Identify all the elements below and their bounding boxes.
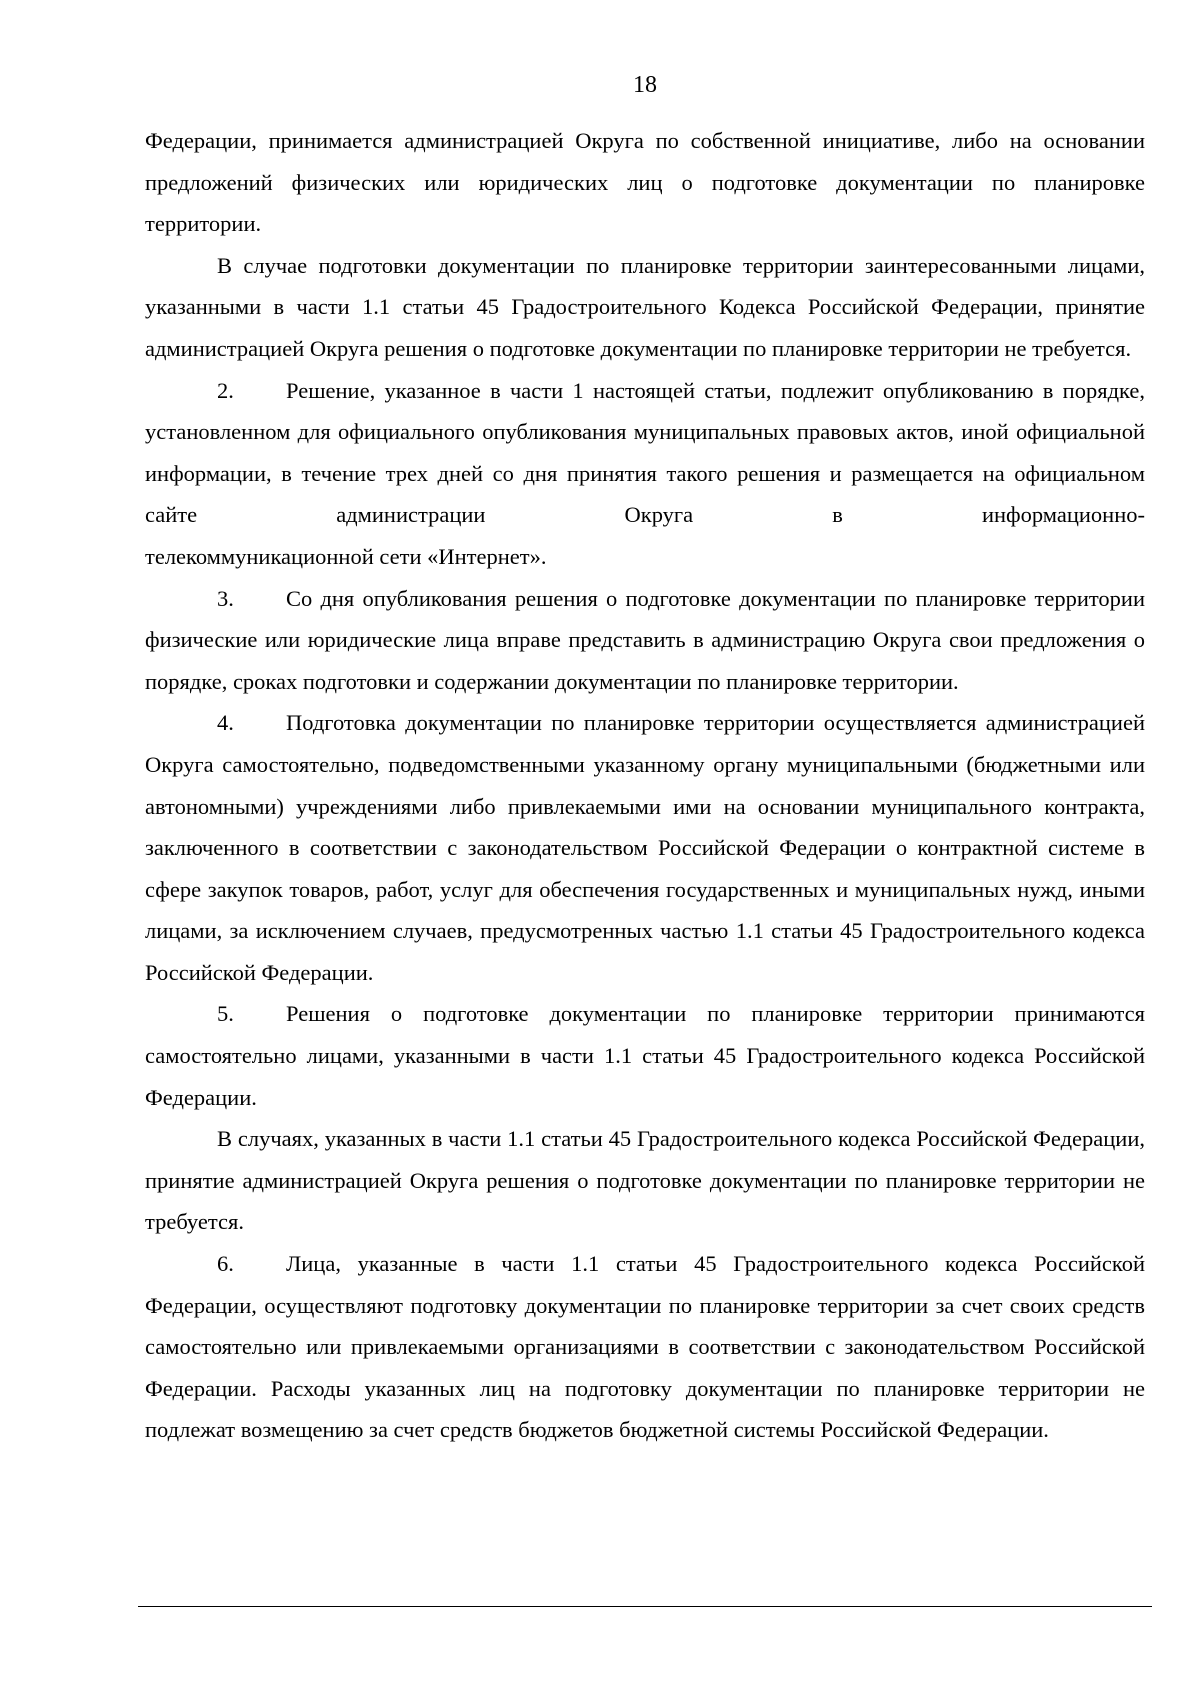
paragraph-text-tail: телекоммуникационной сети «Интернет».: [145, 543, 547, 569]
paragraph-number: 4.: [217, 710, 234, 736]
paragraph-tail: [145, 536, 1145, 578]
numbered-paragraph-3: [145, 578, 1145, 703]
numbered-paragraph-2: [145, 370, 1145, 536]
paragraph-number: 3.: [217, 585, 234, 611]
paragraph-number: 2.: [217, 377, 234, 403]
paragraph-text: Решения о подготовке документации по планировке территории принимаются самостоятельно лицами, указанными в части 1.1 статьи 45 Градостроительного кодекса Российской Федерации.: [145, 1001, 1145, 1110]
footer-rule: [138, 1606, 1152, 1607]
paragraph-text: В случае подготовки документации по планировке территории заинтересованными лицами, указанными в части 1.1 статьи 45 Градостроительного Кодекса Российской Федерации, принятие администрацией Округа решения о подготовке документации по планировке территории не требуется.: [145, 252, 1145, 361]
paragraph-text: Решение, указанное в части 1 настоящей статьи, подлежит опубликованию в порядке, установленном для официального опубликования муниципальных правовых актов, иной официальной информации, в течение трех дней со дня принятия такого решения и размещается на официальном сайте администрации Округа в информационно-: [145, 377, 1145, 528]
paragraph-text: Лица, указанные в части 1.1 статьи 45 Градостроительного кодекса Российской Федерации, осуществляют подготовку документации по планировке территории за счет своих средств самостоятельно или привлекаемыми организациями в соответствии с законодательством Российской Федерации. Расходы указанных лиц на подготовку документации по планировке территории не подлежат возмещению за счет средств бюджетов бюджетной системы Российской Федерации.: [145, 1251, 1145, 1443]
paragraph: [145, 1118, 1145, 1243]
numbered-paragraph-6: [145, 1243, 1145, 1451]
paragraph: [145, 245, 1145, 370]
paragraph-text: Подготовка документации по планировке территории осуществляется администрацией Округа самостоятельно, подведомственными указанному органу муниципальными (бюджетными или автономными) учреждениями либо привлекаемыми ими на основании муниципального контракта, заключенного в соответствии с законодательством Российской Федерации о контрактной системе в сфере закупок товаров, работ, услуг для обеспечения государственных и муниципальных нужд, иными лицами, за исключением случаев, предусмотренных частью 1.1 статьи 45 Градостроительного кодекса Российской Федерации.: [145, 710, 1145, 985]
numbered-paragraph-5: [145, 993, 1145, 1118]
paragraph-text: В случаях, указанных в части 1.1 статьи 45 Градостроительного кодекса Российской Федерации, принятие администрацией Округа решения о подготовке документации по планировке территории не требуется.: [145, 1126, 1145, 1235]
paragraph-number: 6.: [217, 1251, 234, 1277]
numbered-paragraph-4: [145, 702, 1145, 993]
paragraph-text: Со дня опубликования решения о подготовке документации по планировке территории физические или юридические лица вправе представить в администрацию Округа свои предложения о порядке, сроках подготовки и содержании документации по планировке территории.: [145, 585, 1145, 694]
page-number: 18: [633, 72, 657, 98]
paragraph-number: 5.: [217, 1001, 234, 1027]
paragraph-continuation: [145, 120, 1145, 245]
document-body: [145, 120, 1145, 1451]
paragraph-text: Федерации, принимается администрацией Округа по собственной инициативе, либо на основании предложений физических или юридических лиц о подготовке документации по планировке территории.: [145, 128, 1145, 237]
